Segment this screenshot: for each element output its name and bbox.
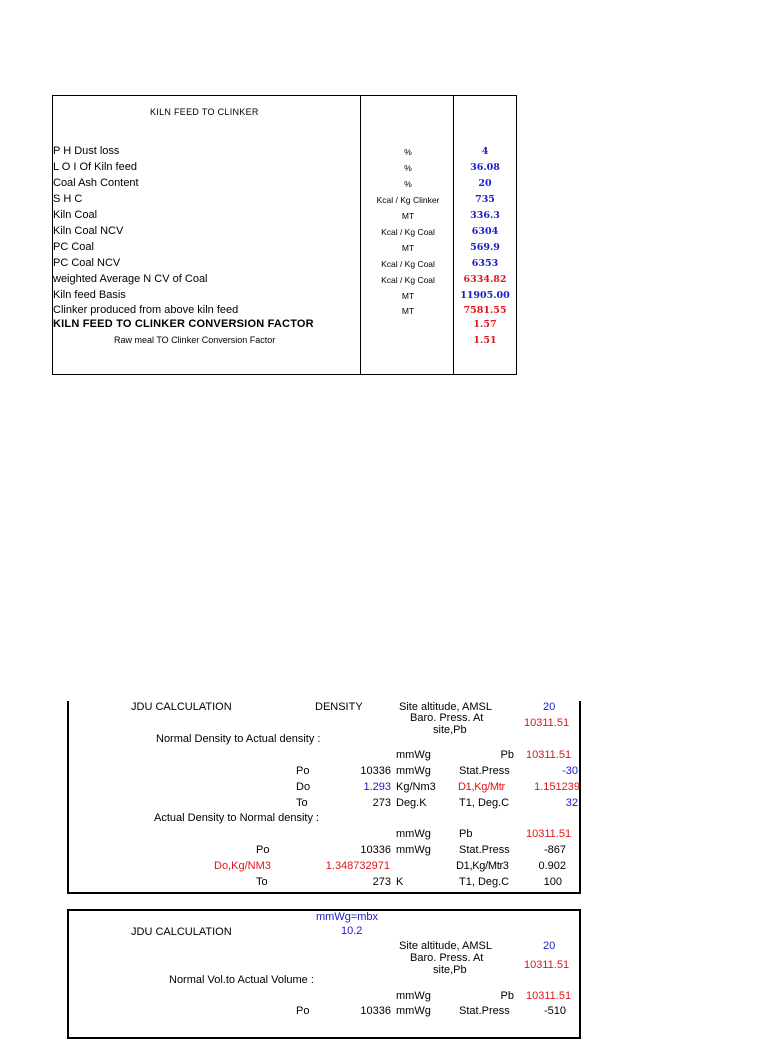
site-altitude-value: 20	[543, 940, 556, 952]
raw-meal-factor-label: Raw meal TO Clinker Conversion Factor	[114, 335, 276, 345]
do-label: Do	[296, 781, 311, 793]
density-table-subtitle: DENSITY	[315, 701, 363, 713]
d1-label: D1,Kg/Mtr3	[456, 860, 509, 872]
po-unit: mmWg	[396, 844, 431, 856]
do-value: 1.293	[363, 781, 391, 793]
baro-press-value: 10311.51	[524, 959, 570, 971]
po-label: Po	[296, 1005, 310, 1017]
kiln-table-title: KILN FEED TO CLINKER	[150, 107, 259, 117]
kiln-row-label: Coal Ash Content	[53, 177, 139, 189]
to-label: To	[256, 876, 268, 888]
pb-value: 10311.51	[526, 828, 572, 840]
baro-press-label-2: site,Pb	[433, 964, 467, 976]
pb-label: Pb	[459, 828, 473, 840]
kiln-row-value: 336.3	[470, 210, 500, 221]
do-kg-nm3-value: 1.348732971	[325, 860, 390, 872]
stat-press-value: -510	[543, 1005, 566, 1017]
kiln-row-label: Kiln feed Basis	[53, 289, 126, 301]
kiln-row-unit: Kcal / Kg Clinker	[376, 195, 440, 205]
kiln-row-label: Kiln Coal NCV	[53, 225, 124, 237]
mmwg-mbx-note: mmWg=mbx	[316, 911, 379, 923]
po-label: Po	[256, 844, 270, 856]
section-normal-to-actual-density: Normal Density to Actual density :	[156, 733, 321, 745]
pb-value: 10311.51	[526, 990, 572, 1002]
kiln-row-unit: MT	[401, 291, 415, 301]
stat-press-value: -867	[543, 844, 566, 856]
kiln-row-value: 11905.00	[460, 290, 510, 301]
po-unit: mmWg	[396, 1005, 431, 1017]
volume-table-title: JDU CALCULATION	[131, 926, 232, 938]
po-unit: mmWg	[396, 765, 431, 777]
t1-label: T1, Deg.C	[459, 876, 510, 888]
kiln-row-value: 6334.82	[463, 274, 507, 285]
kiln-row-value: 20	[478, 178, 492, 189]
kiln-row-label: Kiln Coal	[53, 209, 98, 221]
kiln-row-label: P H Dust loss	[53, 145, 120, 157]
kiln-row-unit: %	[404, 147, 412, 157]
kiln-row-label: PC Coal	[53, 241, 94, 253]
to-label: To	[296, 797, 308, 809]
kiln-row-value: 735	[475, 194, 495, 205]
to-value: 273	[372, 797, 391, 809]
site-altitude-value: 20	[543, 701, 556, 713]
kiln-row-value: 6304	[471, 226, 499, 237]
po-value: 10336	[360, 844, 391, 856]
t1-value: 100	[543, 876, 562, 888]
to-unit: Deg.K	[396, 797, 427, 809]
stat-press-label: Stat.Press	[459, 765, 510, 777]
stat-press-label: Stat.Press	[459, 1005, 510, 1017]
kiln-row-unit: %	[404, 163, 412, 173]
kiln-row-value: 36.08	[470, 162, 500, 173]
po-value: 10336	[360, 1005, 391, 1017]
kiln-row-value: 7581.55	[463, 305, 507, 316]
kiln-row-label: weighted Average N CV of Coal	[53, 273, 208, 285]
site-altitude-label: Site altitude, AMSL	[399, 940, 492, 952]
t1-value: 32	[565, 797, 578, 809]
mmwg-mbx-value: 10.2	[341, 925, 363, 937]
kiln-row-label: S H C	[53, 193, 83, 205]
d1-label: D1,Kg/Mtr	[458, 781, 505, 793]
kiln-row-unit: Kcal / Kg Coal	[381, 259, 435, 269]
pb-label: Pb	[500, 990, 514, 1002]
po-value: 10336	[360, 765, 391, 777]
kiln-row-label: L O I Of Kiln feed	[53, 161, 137, 173]
section-actual-to-normal-density: Actual Density to Normal density :	[154, 812, 320, 824]
to-value: 273	[372, 876, 391, 888]
stat-press-label: Stat.Press	[459, 844, 510, 856]
section-normal-vol-to-actual-volume: Normal Vol.to Actual Volume :	[169, 974, 314, 986]
mmwg-label: mmWg	[396, 749, 431, 761]
baro-press-value: 10311.51	[524, 717, 570, 729]
do-kg-nm3-label: Do,Kg/NM3	[214, 860, 271, 872]
kiln-row-unit: %	[404, 179, 412, 189]
baro-press-label: Baro. Press. At	[410, 952, 484, 964]
do-unit: Kg/Nm3	[396, 781, 436, 793]
stat-press-value: -30	[562, 765, 578, 777]
site-altitude-label: Site altitude, AMSL	[399, 701, 492, 713]
kiln-row-unit: Kcal / Kg Coal	[381, 227, 435, 237]
conversion-factor-value: 1.57	[473, 319, 497, 330]
kiln-table-divider-1	[360, 95, 361, 375]
d1-value: 1.151239	[534, 781, 580, 793]
baro-press-label-2: site,Pb	[433, 724, 467, 736]
mmwg-label: mmWg	[396, 828, 431, 840]
kiln-row-value: 4	[481, 146, 489, 157]
kiln-row-label: Clinker produced from above kiln feed	[53, 304, 239, 316]
kiln-row-label: PC Coal NCV	[53, 257, 121, 269]
conversion-factor-label: KILN FEED TO CLINKER CONVERSION FACTOR	[53, 318, 314, 330]
baro-press-label: Baro. Press. At	[410, 712, 484, 724]
kiln-row-value: 6353	[471, 258, 499, 269]
po-label: Po	[296, 765, 310, 777]
raw-meal-factor-value: 1.51	[473, 335, 497, 346]
to-unit: K	[396, 876, 404, 888]
kiln-row-unit: MT	[401, 306, 415, 316]
t1-label: T1, Deg.C	[459, 797, 510, 809]
kiln-row-value: 569.9	[470, 242, 500, 253]
kiln-row-unit: Kcal / Kg Coal	[381, 275, 435, 285]
density-table-title: JDU CALCULATION	[131, 701, 232, 713]
pb-value: 10311.51	[526, 749, 572, 761]
pb-label: Pb	[500, 749, 514, 761]
kiln-row-unit: MT	[401, 211, 415, 221]
kiln-row-unit: MT	[401, 243, 415, 253]
d1-value: 0.902	[538, 860, 566, 872]
mmwg-label: mmWg	[396, 990, 431, 1002]
